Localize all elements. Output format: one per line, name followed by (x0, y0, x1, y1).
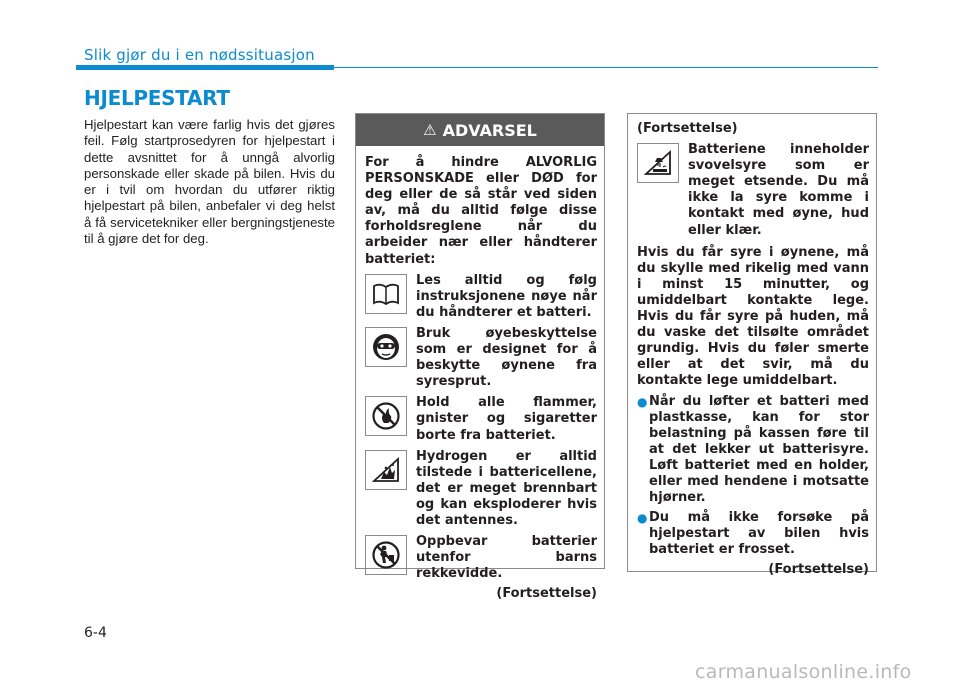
section-header-line (334, 67, 878, 68)
warning-item-text: Hydrogen er alltid tilstede i battericellene, det er meget brennbart og kan eksploderer hvis det antennes. (416, 448, 597, 528)
section-header-bar (76, 65, 334, 70)
warning-item-text: Bruk øyebeskyttelse som er designet for å beskytte øynene fra syresprut. (416, 325, 597, 390)
warning-item-text: Les alltid og følg instruksjonene nøye når du håndterer et batteri. (416, 272, 597, 320)
warning-header (356, 114, 604, 146)
list-item (637, 394, 869, 507)
bullet-icon: ● (637, 394, 648, 409)
continuation-heading: (Fortsettelse) (637, 121, 738, 136)
warning-item-text: Hold alle flammer, gnister og sigaretter borte fra batteriet. (416, 395, 597, 443)
continuation-body (628, 114, 876, 579)
warning-heading: ADVARSEL (442, 120, 537, 140)
warning-box (355, 113, 605, 602)
eye-protection-icon (365, 327, 407, 367)
warning-item-text: Oppbevar batterier utenfor barns rekkevidde. (416, 534, 597, 582)
acid-warning-item (637, 142, 869, 239)
list-item-text: Du må ikke forsøke på hjelpestart av bilen hvis batteriet er frosset. (649, 510, 869, 558)
warning-item (365, 326, 597, 390)
warning-item (365, 534, 597, 582)
continued-label: (Fortsettelse) (768, 562, 869, 578)
bullet-icon: ● (637, 511, 648, 526)
warning-item (365, 449, 597, 529)
manual-book-icon (365, 274, 407, 314)
acid-warning-text: Batteriene inneholder svovelsyre som er meget etsende. Du må ikke la syre komme i kontakt med øyne, hud eller klær. (688, 142, 869, 238)
continued-label: (Fortsettelse) (496, 586, 597, 602)
section-header-title: Slik gjør du i en nødssituasjon (84, 46, 315, 64)
list-item-text: Når du løfter et batteri med plastkasse, kan for stor belastning på kassen føre til at det lekker ut batterisyre. Løft batteriet med en holder, eller med hendene i motsatte hjørner. (649, 393, 869, 506)
explosion-icon (365, 450, 407, 490)
no-flame-icon (365, 396, 407, 436)
intro-paragraph: Hjelpestart kan være farlig hvis det gjøres feil. Følg startprosedyren for hjelpestart i dette avsnittet for å unngå alvorlig personskade eller skade på bilen. Hvis du er i tvil om hvordan du utfører riktig hjelpestart på bilen, anbefaler vi deg helst å få servicetekniker eller bergningstjeneste til å gjøre det for deg. (84, 117, 335, 247)
continuation-box (627, 113, 877, 578)
page-title: HJELPESTART (84, 86, 230, 110)
warning-item (365, 273, 597, 321)
page-number: 6-4 (84, 625, 107, 641)
corrosive-acid-icon (637, 143, 679, 183)
warning-item (365, 395, 597, 443)
list-item (637, 510, 869, 558)
keep-away-children-icon (365, 535, 407, 575)
warning-lead: For å hindre ALVORLIG PERSONSKADE eller DØD for deg eller de så står ved siden av, må du alltid følge disse forholdsreglene når du arbeider nær eller håndterer batteriet: (365, 155, 597, 267)
watermark: carmanualsonline.info (695, 661, 912, 683)
acid-first-aid-paragraph: Hvis du får syre i øynene, må du skylle med rikelig med vann i minst 15 minutter, og umiddelbart kontakte lege. Hvis du får syre på huden, må du vaske det tilsølte området grundig. Hvis du føler smerte eller at det svir, må du kontakte lege umiddelbart. (637, 244, 869, 389)
warning-triangle-icon: ⚠ (423, 121, 437, 139)
warning-body (356, 146, 604, 602)
